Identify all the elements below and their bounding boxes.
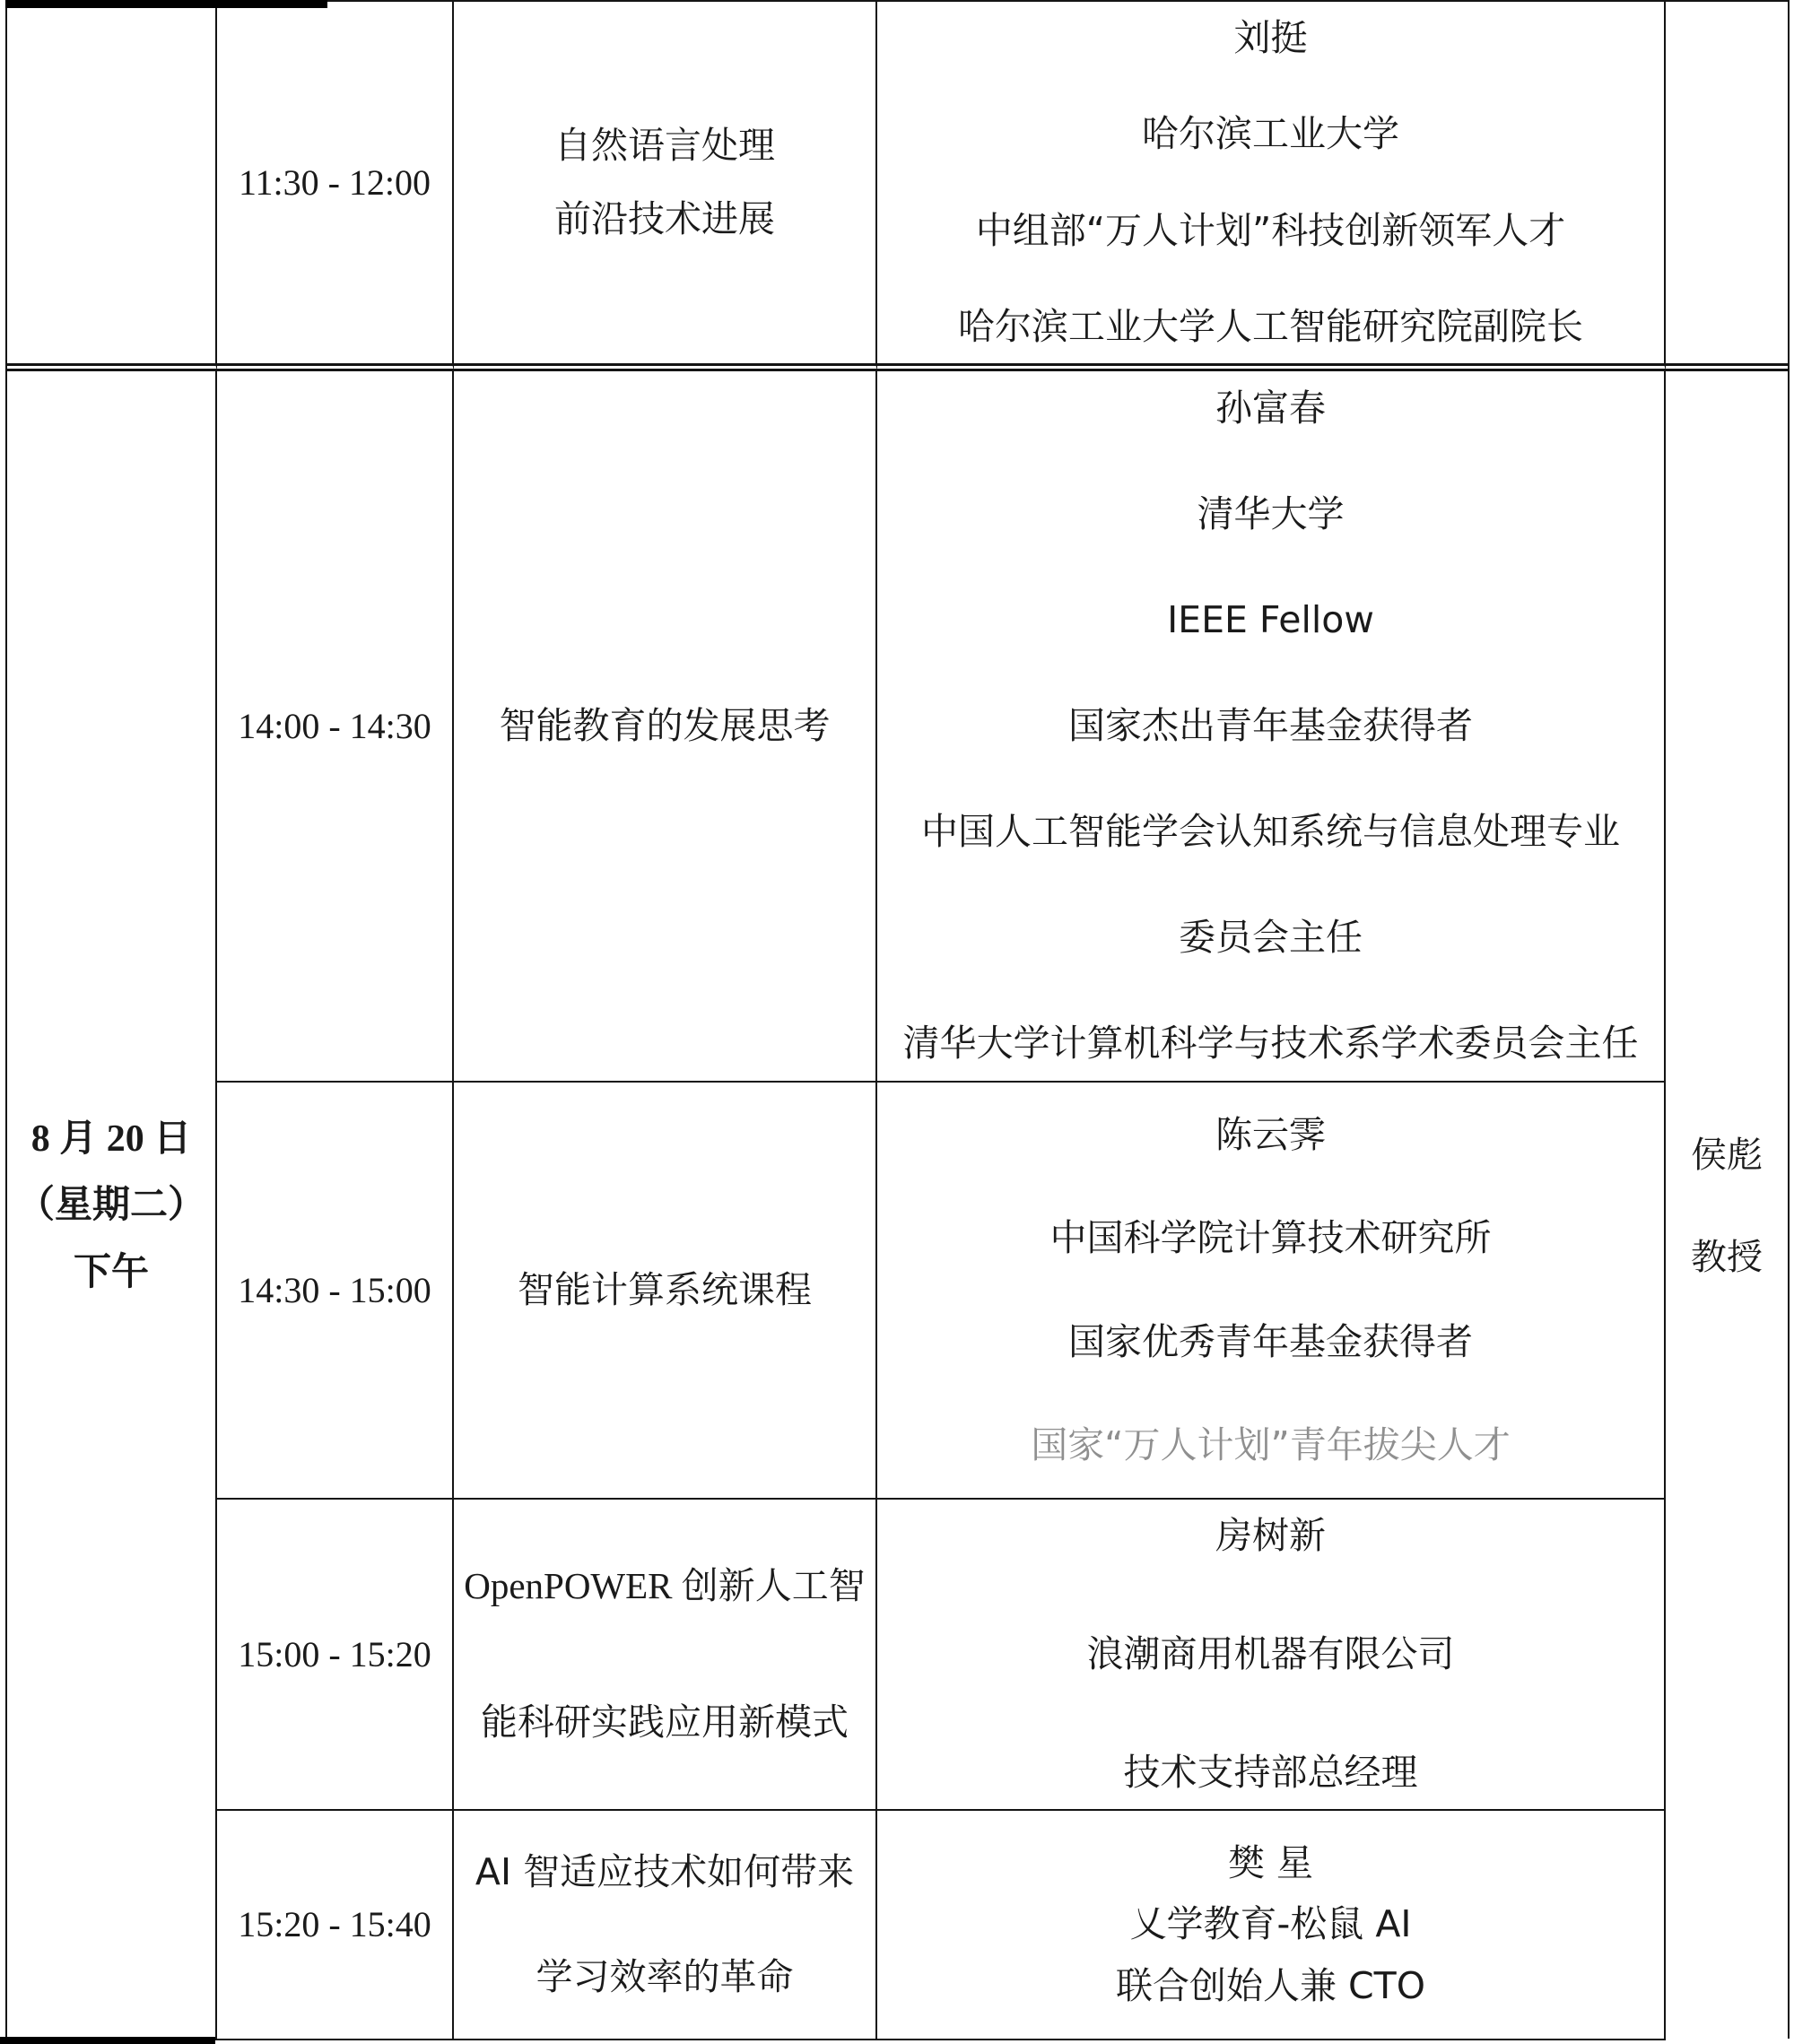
afternoon-row4-speaker-cell <box>877 1811 1666 2040</box>
speaker-info-line: 清华大学 <box>1197 491 1345 535</box>
afternoon-row2-speaker-cell <box>877 1083 1666 1500</box>
afternoon-host-cell <box>1666 371 1788 2040</box>
topic-line: AI 智适应技术如何带来 <box>475 1849 855 1893</box>
speaker-info-line: 孙富春 <box>1215 386 1326 430</box>
afternoon-date-cell <box>7 371 217 2040</box>
afternoon-row1-topic-cell <box>454 371 877 1083</box>
speaker-info-line: 中国人工智能学会认知系统与信息处理专业 <box>921 810 1620 854</box>
morning-host-cell <box>1666 2 1788 371</box>
speaker-info-line: 乂学教育-松鼠 AI <box>1129 1902 1412 1946</box>
speaker-info-line: 刘挺 <box>1233 16 1308 60</box>
speaker-info-line: IEEE Fellow <box>1167 597 1374 641</box>
time-label: 15:20 - 15:40 <box>238 1904 431 1944</box>
afternoon-row3-time-cell <box>217 1500 454 1811</box>
topic-line: 学习效率的革命 <box>536 1955 794 1998</box>
speaker-info-line: 清华大学计算机科学与技术系学术委员会主任 <box>902 1022 1639 1065</box>
afternoon-row3-speaker-cell <box>877 1500 1666 1811</box>
topic-line: 智能教育的发展思考 <box>499 703 831 747</box>
speaker-info-line: 联合创始人兼 CTO <box>1116 1963 1425 2007</box>
top-thick-border-bar <box>5 0 327 8</box>
topic-line: 自然语言处理 <box>554 123 775 167</box>
speaker-info-line: 委员会主任 <box>1179 916 1363 960</box>
date-line: 8 月 20 日 <box>30 1118 192 1161</box>
afternoon-row4-time-cell <box>217 1811 454 2040</box>
speaker-info-line: 中组部“万人计划”科技创新领军人才 <box>975 208 1566 252</box>
time-label: 14:00 - 14:30 <box>238 705 431 746</box>
bottom-thick-border-bar <box>0 2037 215 2044</box>
morning-time-cell <box>217 2 454 371</box>
time-label: 14:30 - 15:00 <box>238 1269 431 1310</box>
speaker-info-line: 樊 星 <box>1227 1841 1314 1885</box>
date-line: 下午 <box>73 1251 149 1293</box>
speaker-info-line: 国家优秀青年基金获得者 <box>1068 1319 1473 1363</box>
topic-line: 智能计算系统课程 <box>518 1267 812 1311</box>
speaker-info-line: 中国科学院计算技术研究所 <box>1049 1216 1492 1260</box>
host-line: 教授 <box>1691 1236 1763 1278</box>
afternoon-row1-time-cell <box>217 371 454 1083</box>
topic-line: 能科研实践应用新模式 <box>481 1701 849 1743</box>
afternoon-row2-topic-cell <box>454 1083 877 1500</box>
speaker-info-line: 房树新 <box>1215 1513 1326 1557</box>
afternoon-row3-topic-cell <box>454 1500 877 1811</box>
speaker-info-line: 浪潮商用机器有限公司 <box>1086 1631 1455 1675</box>
speaker-info-line: 国家“万人计划”青年拔尖人才 <box>1031 1422 1511 1466</box>
afternoon-row4-topic-cell <box>454 1811 877 2040</box>
afternoon-row2-time-cell <box>217 1083 454 1500</box>
speaker-info-line: 哈尔滨工业大学人工智能研究院副院长 <box>958 304 1583 348</box>
time-label: 15:00 - 15:20 <box>238 1633 431 1674</box>
time-label: 11:30 - 12:00 <box>238 161 431 203</box>
agenda-table <box>5 0 1790 2039</box>
afternoon-row1-speaker-cell <box>877 371 1666 1083</box>
morning-topic-cell <box>454 2 877 371</box>
morning-date-cell <box>7 2 217 371</box>
speaker-info-line: 技术支持部总经理 <box>1123 1751 1418 1795</box>
speaker-info-line: 哈尔滨工业大学 <box>1142 112 1399 156</box>
speaker-info-line: 国家杰出青年基金获得者 <box>1068 703 1473 747</box>
morning-speaker-cell <box>877 2 1666 371</box>
host-line: 侯彪 <box>1691 1134 1763 1176</box>
date-line: （星期二） <box>16 1185 205 1227</box>
topic-line: OpenPOWER 创新人工智 <box>464 1564 866 1606</box>
topic-line: 前沿技术进展 <box>554 197 775 240</box>
speaker-info-line: 陈云霁 <box>1215 1113 1326 1157</box>
